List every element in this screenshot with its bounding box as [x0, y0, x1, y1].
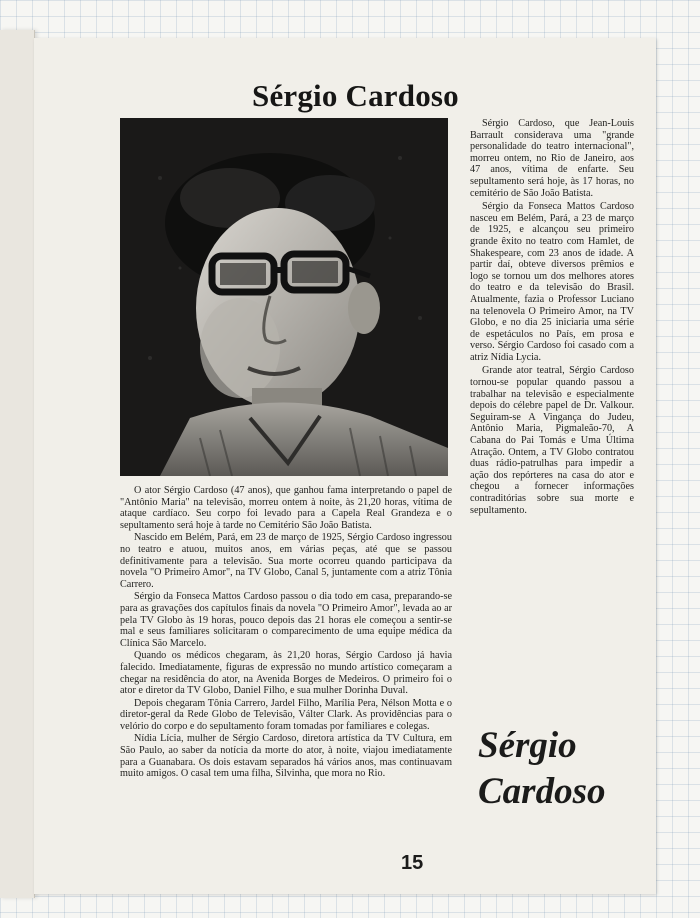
right-column-paragraph: Sérgio Cardoso, que Jean-Louis Barrault considerava uma "grande personalidade do teatro internacional", morreu ontem, no Rio de Janeiro, aos 47 anos, vítima de enfarte. Seu sepultamento será hoje, às 17 horas, no cemitério de São João Batista.	[470, 118, 634, 199]
caption-paragraph: Depois chegaram Tônia Carrero, Jardel Filho, Marília Pera, Nélson Motta e o diretor-geral da Rede Globo de Televisão, Válter Clark. As providências para o velório do corpo e do sepultamento foram tomadas por familiares e colegas.	[120, 697, 452, 732]
portrait-illustration	[120, 118, 448, 476]
signature-line: Sérgio	[478, 725, 577, 766]
article-title: Sérgio Cardoso	[252, 78, 459, 113]
caption-paragraph: Sérgio da Fonseca Mattos Cardoso passou o dia todo em casa, preparando-se para as gravações dos capítulos finais da novela "O Primeiro Amor", levada ao ar pela TV Globo às 19 horas, pouco depois das 21 horas ele começou a sentir-se mal e seus familiares solicitaram o comparecimento de uma equipe médica da Clínica São Marcelo.	[120, 591, 452, 649]
caption-paragraph: Nídia Lícia, mulher de Sérgio Cardoso, diretora artística da TV Cultura, em São Paulo, ao saber da notícia da morte do ator, à noite, viajou imediatamente para a Guanabara. Os dois estavam separados há vários anos, mas continuavam muito amigos. O casal tem uma filha, Silvinha, que mora no Rio.	[120, 733, 452, 780]
portrait-photo	[120, 118, 448, 476]
caption-paragraph: Quando os médicos chegaram, às 21,20 horas, Sérgio Cardoso já havia falecido. Imediatamente, figuras de expressão no mundo artístico começaram a chegar na residência do ator, na Avenida Borges de Medeiros. O primeiro foi o ator e diretor da TV Globo, Daniel Filho, e sua mulher Dorinha Duval.	[120, 650, 452, 697]
right-column-paragraph: Grande ator teatral, Sérgio Cardoso tornou-se popular quando passou a trabalhar na televisão e especialmente depois do célebre papel de Dr. Valkour. Seguiram-se A Vingança do Judeu, Antônio Maria, Pigmaleão-70, A Cabana do Pai Tomás e Uma Última Atração. Ontem, a TV Globo contratou duas rádio-patrulhas para impedir a ação dos repórteres na casa do ator e chegou a fornecer informações contraditórias sobre sua morte e sepultamento.	[470, 365, 634, 516]
scrapbook-page	[34, 38, 656, 894]
caption-paragraph: O ator Sérgio Cardoso (47 anos), que ganhou fama interpretando o papel de "Antônio Maria" na televisão, morreu ontem à noite, às 21,20 horas, vítima de ataque cardíaco. Seu corpo foi levado para a Capela Real Grandeza e o sepultamento será hoje à tarde no Cemitério São João Batista.	[120, 485, 452, 531]
page-number: 15	[401, 852, 424, 874]
right-column-paragraph: Sérgio da Fonseca Mattos Cardoso nasceu em Belém, Pará, a 23 de março de 1925, e alcançou seu primeiro grande êxito no teatro com Hamlet, de Shakespeare, com 23 anos de idade. A partir daí, obteve diversos prêmios e logo se tornou um dos melhores atores do teatro e da televisão do Brasil. Atualmente, fazia o Professor Luciano na telenovela O Primeiro Amor, na TV Globo, e no dia 25 iniciaria uma série de espetáculos no País, em prosa e verso. Sérgio Cardoso foi casado com a atriz Nídia Lycia.	[470, 201, 634, 363]
signature-line: Cardoso	[478, 771, 606, 812]
handwritten-name-heading	[478, 723, 648, 815]
binding-strip	[0, 30, 35, 898]
right-column-article	[470, 118, 634, 518]
photo-caption-text	[120, 485, 452, 781]
caption-paragraph: Nascido em Belém, Pará, em 23 de março de 1925, Sérgio Cardoso ingressou no teatro e atuou, muitos anos, em várias peças, até que se passou definitivamente para a televisão. Sua morte ocorreu quando participava da novela "O Primeiro Amor", na TV Globo, Canal 5, juntamente com a atriz Tônia Carrero.	[120, 532, 452, 590]
